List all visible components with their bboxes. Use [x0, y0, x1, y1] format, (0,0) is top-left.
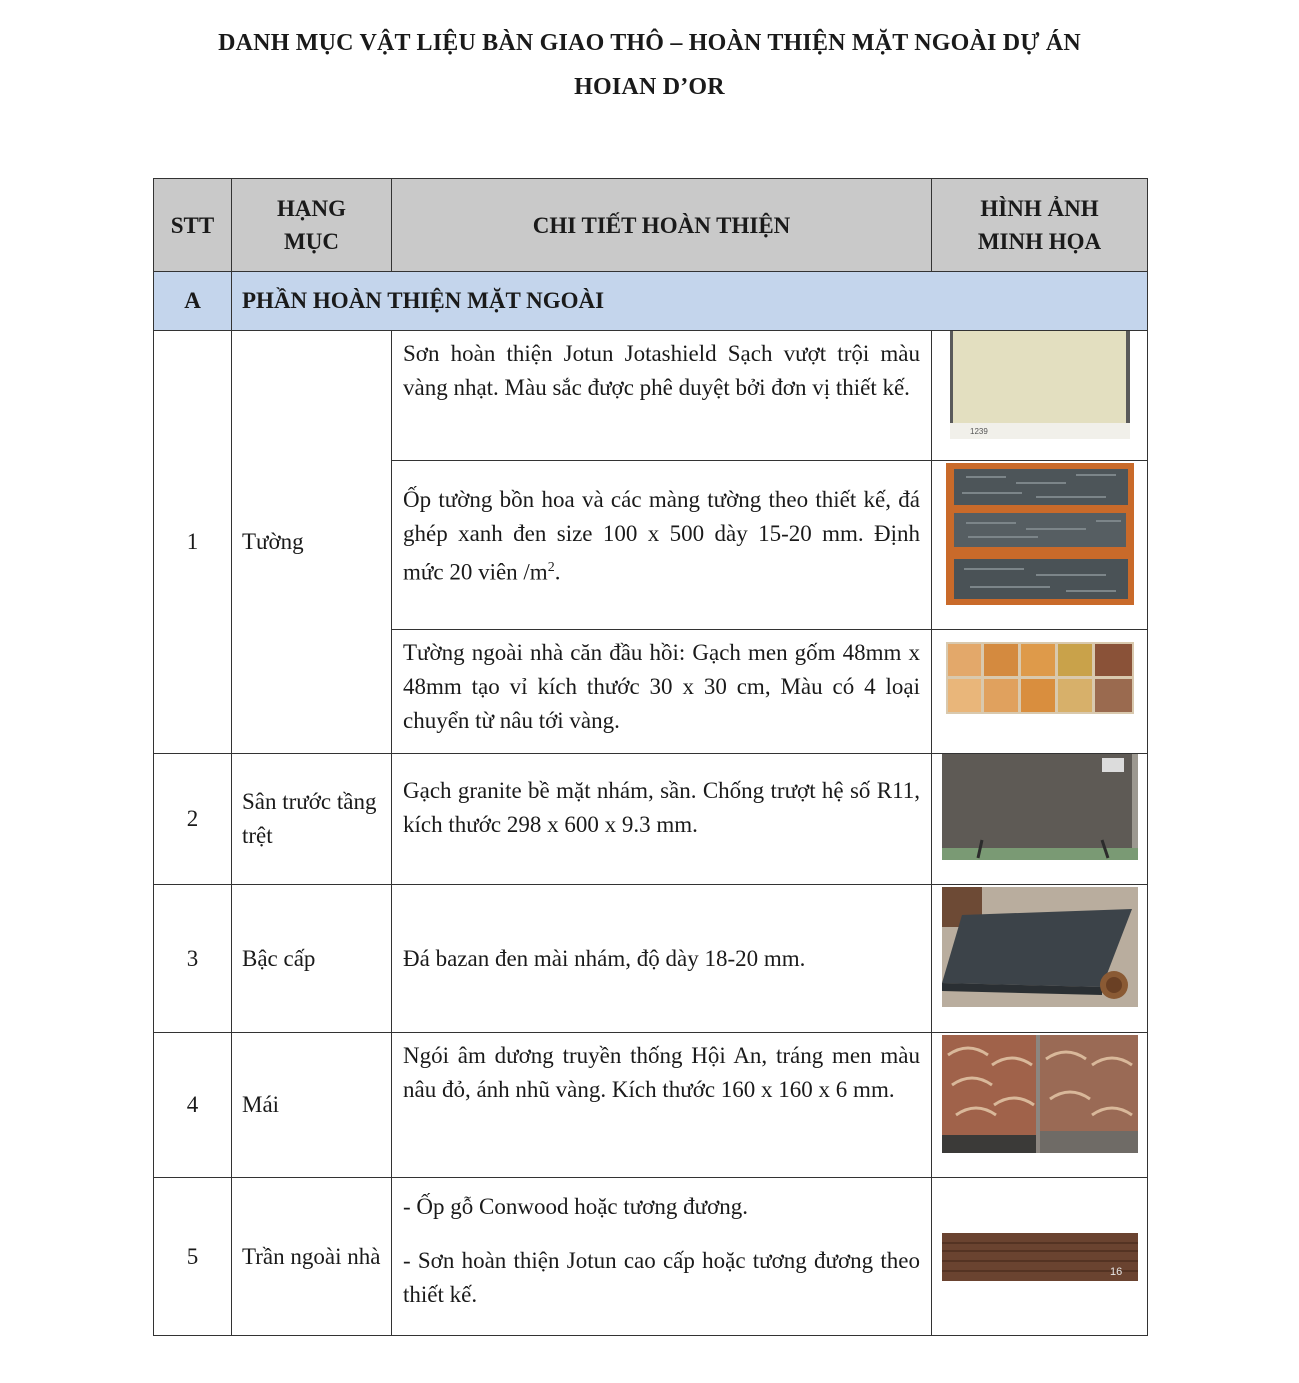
plank-code-label: 16 [1109, 1265, 1122, 1278]
document-title-line-2: HOIAN D’OR [574, 74, 725, 100]
document-title-line-1: DANH MỤC VẬT LIỆU BÀN GIAO THÔ – HOÀN THIỆN MẶT NGOÀI DỰ ÁN [218, 30, 1081, 56]
header-image-line-2: MINH HỌA [977, 229, 1102, 254]
stone-cladding-image [932, 461, 1148, 630]
paint-color-swatch-icon [950, 331, 1130, 439]
row-detail: Ốp tường bồn hoa và các màng tường theo thiết kế, đá ghép xanh đen size 100 x 500 dày 15-20 mm. Định mức 20 viên $/m^2$. [392, 461, 932, 630]
table-row [154, 331, 1148, 461]
row-detail: Sơn hoàn thiện Jotun Jotashield Sạch vượt trội màu vàng nhạt. Màu sắc được phê duyệt bởi đơn vị thiết kế. [392, 331, 932, 461]
header-detail: CHI TIẾT HOÀN THIỆN [392, 179, 932, 272]
row-category: Sân trước tầng trệt [232, 754, 392, 885]
stone-panels-icon [946, 463, 1134, 605]
row-stt: 5 [154, 1178, 232, 1336]
materials-table [153, 178, 1148, 1336]
header-category-line-1: HẠNG [277, 196, 346, 221]
row-stt: 2 [154, 754, 232, 885]
table-row [154, 1033, 1148, 1178]
table-row [154, 1178, 1148, 1336]
row-detail: Tường ngoài nhà căn đầu hồi: Gạch men gốm 48mm x 48mm tạo vỉ kích thước 30 x 30 cm, Màu có 4 loại chuyển từ nâu tới vàng. [392, 630, 932, 754]
wood-plank-icon [942, 1233, 1138, 1281]
row-category: Mái [232, 1033, 392, 1178]
row-category: Trần ngoài nhà [232, 1178, 392, 1336]
row-stt: 1 [154, 331, 232, 754]
paint-swatch-image [932, 331, 1148, 461]
roof-tiles-icon [942, 1035, 1138, 1153]
row-stt: 4 [154, 1033, 232, 1178]
granite-tile-image [932, 754, 1148, 885]
granite-slab-icon [942, 754, 1138, 860]
header-category-line-2: MỤC [284, 229, 339, 254]
basalt-stone-icon [942, 887, 1138, 1007]
section-title: PHẦN HOÀN THIỆN MẶT NGOÀI [232, 272, 1148, 331]
row-detail [392, 1178, 932, 1336]
row-detail: Gạch granite bề mặt nhám, sần. Chống trượt hệ số R11, kích thước 298 x 600 x 9.3 mm. [392, 754, 932, 885]
roof-tile-image [932, 1033, 1148, 1178]
row-category: Tường [232, 331, 392, 754]
table-header-row [154, 179, 1148, 272]
header-image-line-1: HÌNH ẢNH [980, 196, 1099, 221]
row-detail-line-1: - Ốp gỗ Conwood hoặc tương đương. [403, 1194, 749, 1219]
row-stt: 3 [154, 885, 232, 1033]
ceramic-tiles-icon [946, 642, 1134, 714]
section-row [154, 272, 1148, 331]
section-code: A [154, 272, 232, 331]
basalt-stone-image [932, 885, 1148, 1033]
swatch-code-label: 1239 [969, 427, 988, 436]
row-detail-line-2: - Sơn hoàn thiện Jotun cao cấp hoặc tương đương theo thiết kế. [403, 1248, 920, 1307]
table-row [154, 754, 1148, 885]
table-row [154, 885, 1148, 1033]
row-category: Bậc cấp [232, 885, 392, 1033]
wood-plank-image [932, 1178, 1148, 1336]
header-category [232, 179, 392, 272]
ceramic-tile-image [932, 630, 1148, 754]
header-image [932, 179, 1148, 272]
row-detail: Đá bazan đen mài nhám, độ dày 18-20 mm. [392, 885, 932, 1033]
header-stt: STT [154, 179, 232, 272]
row-detail: Ngói âm dương truyền thống Hội An, tráng men màu nâu đỏ, ánh nhũ vàng. Kích thước 160 x 160 x 6 mm. [392, 1033, 932, 1178]
